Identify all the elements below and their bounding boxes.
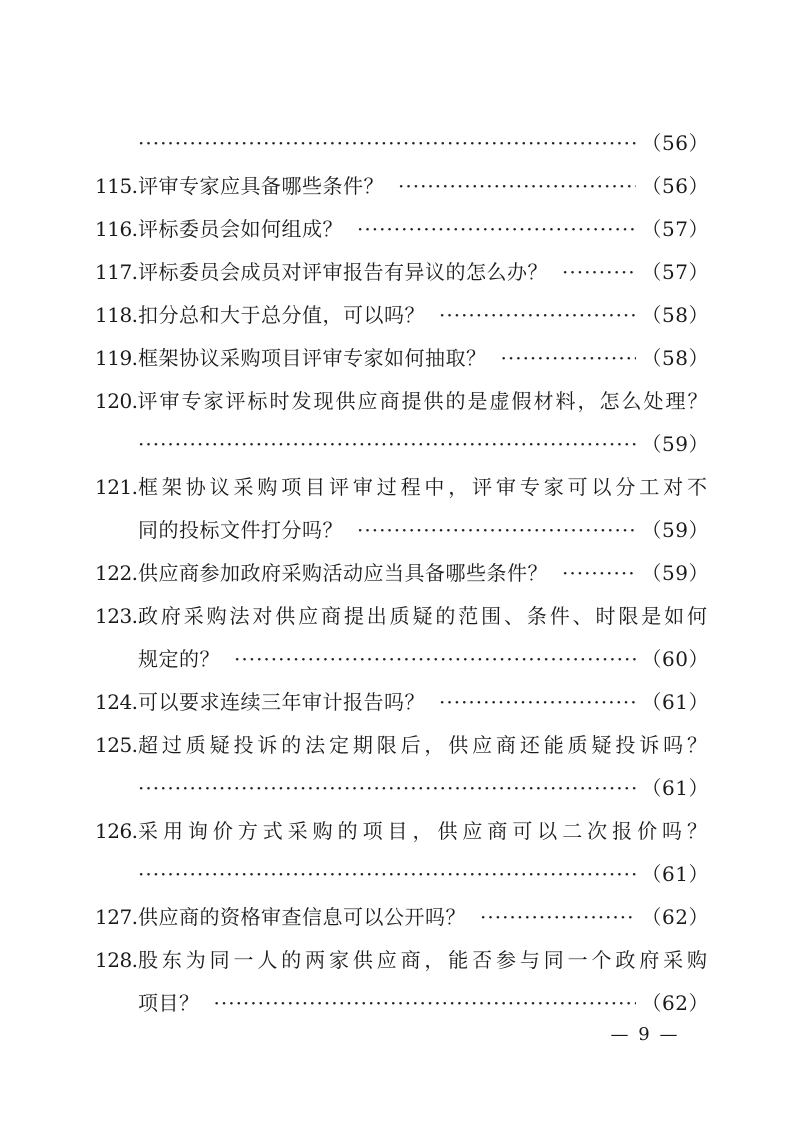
toc-entry-heading — [95, 595, 709, 638]
toc-page-ref: （59） — [641, 561, 709, 585]
toc-entry-number: 120. — [95, 389, 138, 413]
toc-entry-number: 124. — [95, 690, 138, 714]
toc-entry-title: 评标委员会成员对评审报告有异议的怎么办？ — [138, 260, 548, 284]
table-of-contents — [95, 122, 709, 1025]
toc-entry-heading — [95, 380, 709, 423]
dot-leader — [480, 896, 636, 939]
toc-page-ref: （61） — [641, 690, 709, 714]
dot-leader — [562, 552, 636, 595]
toc-entry-number: 123. — [95, 604, 138, 628]
toc-entry-title: 框架协议采购项目评审专家如何抽取？ — [138, 346, 487, 370]
toc-entry-number: 119. — [95, 346, 138, 370]
toc-entry-title: 超过质疑投诉的法定期限后，供应商还能质疑投诉吗？ — [138, 733, 709, 757]
dot-leader — [138, 423, 636, 466]
toc-entry-title: 评审专家评标时发现供应商提供的是虚假材料，怎么处理？ — [137, 389, 710, 413]
dot-leader — [439, 294, 636, 337]
toc-entry-title: 采用询价方式采购的项目，供应商可以二次报价吗？ — [138, 819, 709, 843]
toc-entry — [95, 294, 709, 337]
toc-entry-title: 供应商参加政府采购活动应当具备哪些条件？ — [138, 561, 548, 585]
toc-page-ref: （58） — [641, 346, 709, 370]
dot-leader — [138, 853, 636, 896]
toc-page-ref: （56） — [641, 174, 709, 198]
toc-page-ref: （56） — [641, 131, 709, 155]
toc-entry-heading — [95, 466, 709, 509]
toc-page-ref: （62） — [641, 991, 709, 1015]
toc-entry-number: 117. — [95, 260, 138, 284]
toc-entry — [95, 208, 709, 251]
toc-line — [95, 767, 709, 810]
toc-line — [95, 853, 709, 896]
toc-page-ref: （61） — [641, 776, 709, 800]
toc-page-ref: （57） — [641, 217, 709, 241]
toc-entry — [95, 552, 709, 595]
toc-entry-number: 116. — [95, 217, 138, 241]
toc-page-ref: （62） — [641, 905, 709, 929]
dot-leader — [357, 509, 636, 552]
dot-leader — [138, 767, 636, 810]
dot-leader — [234, 638, 636, 681]
toc-entry-continuation — [95, 982, 709, 1025]
toc-entry-number: 122. — [95, 561, 138, 585]
toc-entry-number: 125. — [95, 733, 138, 757]
toc-entry-number: 127. — [95, 905, 138, 929]
toc-entry-continuation — [95, 509, 709, 552]
toc-entry-heading — [95, 939, 709, 982]
toc-entry-title: 框架协议采购项目评审过程中，评审专家可以分工对不 — [138, 475, 709, 499]
toc-entry-title: 可以要求连续三年审计报告吗？ — [138, 690, 425, 714]
toc-line — [95, 122, 709, 165]
toc-entry-heading — [95, 810, 709, 853]
toc-line — [95, 423, 709, 466]
dot-leader — [398, 165, 636, 208]
toc-page-ref: （60） — [641, 647, 709, 671]
toc-entry-title: 评标委员会如何组成？ — [138, 217, 343, 241]
toc-entry-title: 股东为同一人的两家供应商，能否参与同一个政府采购 — [138, 948, 709, 972]
toc-page-ref: （59） — [641, 518, 709, 542]
toc-entry-title: 同的投标文件打分吗？ — [138, 518, 343, 542]
dot-leader — [357, 208, 636, 251]
dot-leader — [138, 122, 636, 165]
toc-page-ref: （59） — [641, 432, 709, 456]
dot-leader — [501, 337, 636, 380]
toc-entry-title: 政府采购法对供应商提出质疑的范围、条件、时限是如何 — [138, 604, 709, 628]
toc-entry — [95, 251, 709, 294]
dot-leader — [562, 251, 636, 294]
toc-entry — [95, 337, 709, 380]
page-number: — 9 — — [610, 1024, 680, 1045]
toc-entry-title: 评审专家应具备哪些条件？ — [138, 174, 384, 198]
dot-leader — [214, 982, 636, 1025]
toc-entry — [95, 896, 709, 939]
toc-entry-number: 128. — [95, 948, 138, 972]
toc-entry-number: 115. — [95, 174, 138, 198]
toc-entry-title: 扣分总和大于总分值，可以吗？ — [138, 303, 425, 327]
toc-entry — [95, 165, 709, 208]
toc-entry-number: 118. — [95, 303, 138, 327]
toc-entry-number: 121. — [95, 475, 138, 499]
toc-page-ref: （57） — [641, 260, 709, 284]
toc-entry-title: 供应商的资格审查信息可以公开吗？ — [138, 905, 466, 929]
toc-entry-number: 126. — [95, 819, 138, 843]
toc-entry-title: 规定的？ — [138, 647, 220, 671]
toc-entry-title: 项目？ — [138, 991, 200, 1015]
dot-leader — [439, 681, 636, 724]
toc-entry-continuation — [95, 638, 709, 681]
toc-page-ref: （58） — [641, 303, 709, 327]
toc-entry — [95, 681, 709, 724]
toc-page-ref: （61） — [641, 862, 709, 886]
toc-entry-heading — [95, 724, 709, 767]
